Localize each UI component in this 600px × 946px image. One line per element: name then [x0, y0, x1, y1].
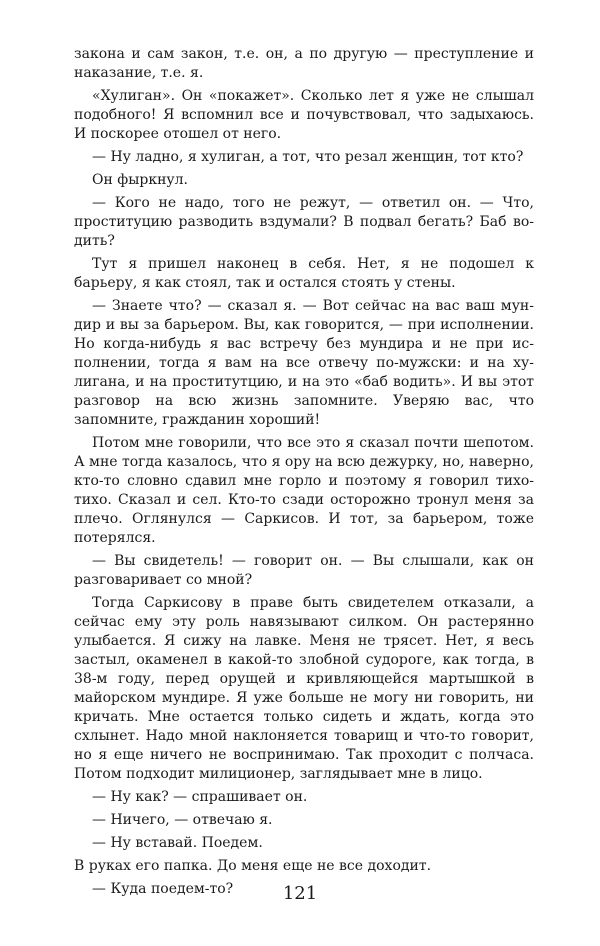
- paragraph: — Знаете что? — сказал я. — Вот сейчас на вас ваш мундир и вы за барьером. Вы, как говорится, — при исполнении. Но когда-нибудь я вас встречу без мундира и не при исполнении, тогда я вам на все отвечу по-мужски: и на хулигана, и на проститутцию, и на это «баб водить». И вы этот разговор на всю жизнь запомните. Уверяю вас, что запомните, гражданин хороший!: [74, 298, 534, 428]
- paragraph: — Ну ладно, я хулиган, а тот, что резал женщин, тот кто?: [92, 149, 524, 165]
- body-text: [74, 45, 534, 903]
- paragraph: — Ничего, — отвечаю я.: [92, 812, 273, 828]
- paragraph: Тогда Саркисову в праве быть свидетелем отказали, а сейчас ему эту роль навязывают силком. Он растерянно улыбается. Я сижу на лавке. Меня не трясет. Нет, я весь застыл, окаменел в какой-то злобной судороге, как тогда, в 38-м году, перед орущей и кривляющейся мартышкой в майорском мундире. Я уже больше не могу ни говорить, ни кричать. Мне остается только сидеть и ждать, когда это схлынет. Надо мной наклоняется товарищ и что-то говорит, но я еще ничего не воспринимаю. Так проходит с полчаса. Потом подходит милиционер, заглядывает мне в лицо.: [74, 595, 534, 782]
- paragraph: — Ну как? — спрашивает он.: [92, 789, 308, 805]
- paragraph: — Куда поедем-то?: [92, 881, 234, 897]
- paragraph: — Ну вставай. Поедем.: [92, 835, 263, 851]
- paragraph: — Кого не надо, того не режут, — ответил он. — Что, проституцию разводить вздумали? В подвал бегать? Баб водить?: [74, 195, 534, 249]
- page-number: 121: [282, 883, 318, 904]
- paragraph: Тут я пришел наконец в себя. Нет, я не подошел к барьеру, я как стоял, так и остался стоять у стены.: [74, 256, 534, 291]
- paragraph: Потом мне говорили, что все это я сказал почти шепотом. А мне тогда казалось, что я ору на всю дежурку, но, наверно, кто-то словно сдавил мне горло и поэтому я говорил тихо-тихо. Сказал и сел. Кто-то сзади осторожно тронул меня за плечо. Оглянулся — Саркисов. И тот, за барьером, тоже потерялся.: [74, 435, 534, 546]
- paragraph: «Хулиган». Он «покажет». Сколько лет я уже не слышал подобного! Я вспомнил все и почувствовал, что задыхаюсь. И поскорее отошел от него.: [74, 88, 534, 142]
- paragraph: — Вы свидетель! — говорит он. — Вы слышали, как он разговаривает со мной?: [74, 553, 534, 588]
- paragraph: В руках его папка. До меня еще не все доходит.: [74, 858, 432, 874]
- paragraph: закона и сам закон, т.е. он, а по другую — преступление и наказание, т.е. я.: [74, 46, 534, 81]
- paragraph: Он фыркнул.: [92, 172, 188, 188]
